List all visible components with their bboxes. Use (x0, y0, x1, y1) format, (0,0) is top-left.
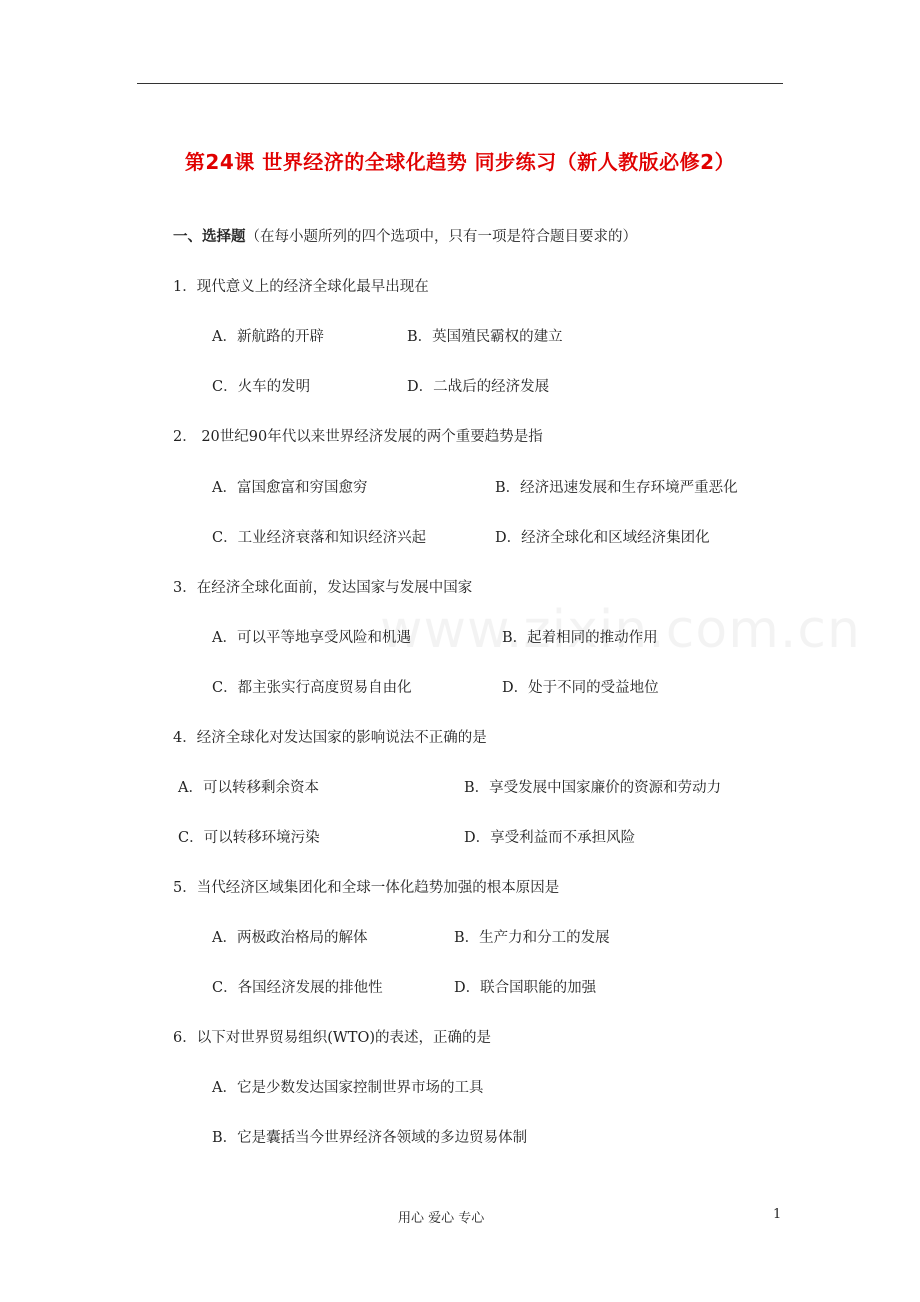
page-title: 第24课 世界经济的全球化趋势 同步练习（新人教版必修2） (184, 150, 736, 174)
option-d: D．享受利益而不承担风险 (464, 830, 636, 846)
option-b: B．经济迅速发展和生存环境严重恶化 (495, 480, 738, 496)
option-a: A．可以转移剩余资本 (178, 780, 319, 796)
option-a: A．新航路的开辟 (212, 329, 324, 345)
section-note: （在每小题所列的四个选项中，只有一项是符合题目要求的） (245, 229, 637, 245)
footer-motto: 用心 爱心 专心 (398, 1211, 485, 1226)
option-b: B．英国殖民霸权的建立 (407, 329, 563, 345)
question-stem: 2． 20世纪90年代以来世界经济发展的两个重要趋势是指 (173, 429, 543, 445)
option-c: C．火车的发明 (212, 379, 311, 395)
option-c: C．都主张实行高度贸易自由化 (212, 680, 412, 696)
option-d: D．经济全球化和区域经济集团化 (495, 530, 710, 546)
option-a: A．可以平等地享受风险和机遇 (212, 630, 411, 646)
option-a: A．它是少数发达国家控制世界市场的工具 (212, 1080, 484, 1096)
option-b: B．起着相同的推动作用 (502, 630, 658, 646)
option-d: D．联合国职能的加强 (454, 980, 597, 996)
section-label: 一、选择题 (173, 229, 246, 245)
header-rule (137, 83, 783, 84)
option-a: A．两极政治格局的解体 (212, 930, 368, 946)
watermark (380, 600, 861, 660)
option-d: D．二战后的经济发展 (407, 379, 550, 395)
question-stem: 4．经济全球化对发达国家的影响说法不正确的是 (173, 730, 487, 746)
question-stem: 3．在经济全球化面前，发达国家与发展中国家 (173, 580, 473, 596)
question-stem: 5．当代经济区域集团化和全球一体化趋势加强的根本原因是 (173, 880, 560, 896)
option-b: B．生产力和分工的发展 (454, 930, 610, 946)
question-stem: 1．现代意义上的经济全球化最早出现在 (173, 279, 429, 295)
section-heading (173, 225, 637, 246)
page-number: 1 (773, 1207, 782, 1222)
question-stem: 6．以下对世界贸易组织(WTO)的表述，正确的是 (173, 1030, 492, 1046)
option-c: C．工业经济衰落和知识经济兴起 (212, 530, 427, 546)
option-c: C．各国经济发展的排他性 (212, 980, 383, 996)
option-d: D．处于不同的受益地位 (502, 680, 659, 696)
option-b: B．它是囊括当今世界经济各领域的多边贸易体制 (212, 1130, 528, 1146)
option-c: C．可以转移环境污染 (178, 830, 320, 846)
option-b: B．享受发展中国家廉价的资源和劳动力 (464, 780, 722, 796)
option-a: A．富国愈富和穷国愈穷 (212, 480, 368, 496)
